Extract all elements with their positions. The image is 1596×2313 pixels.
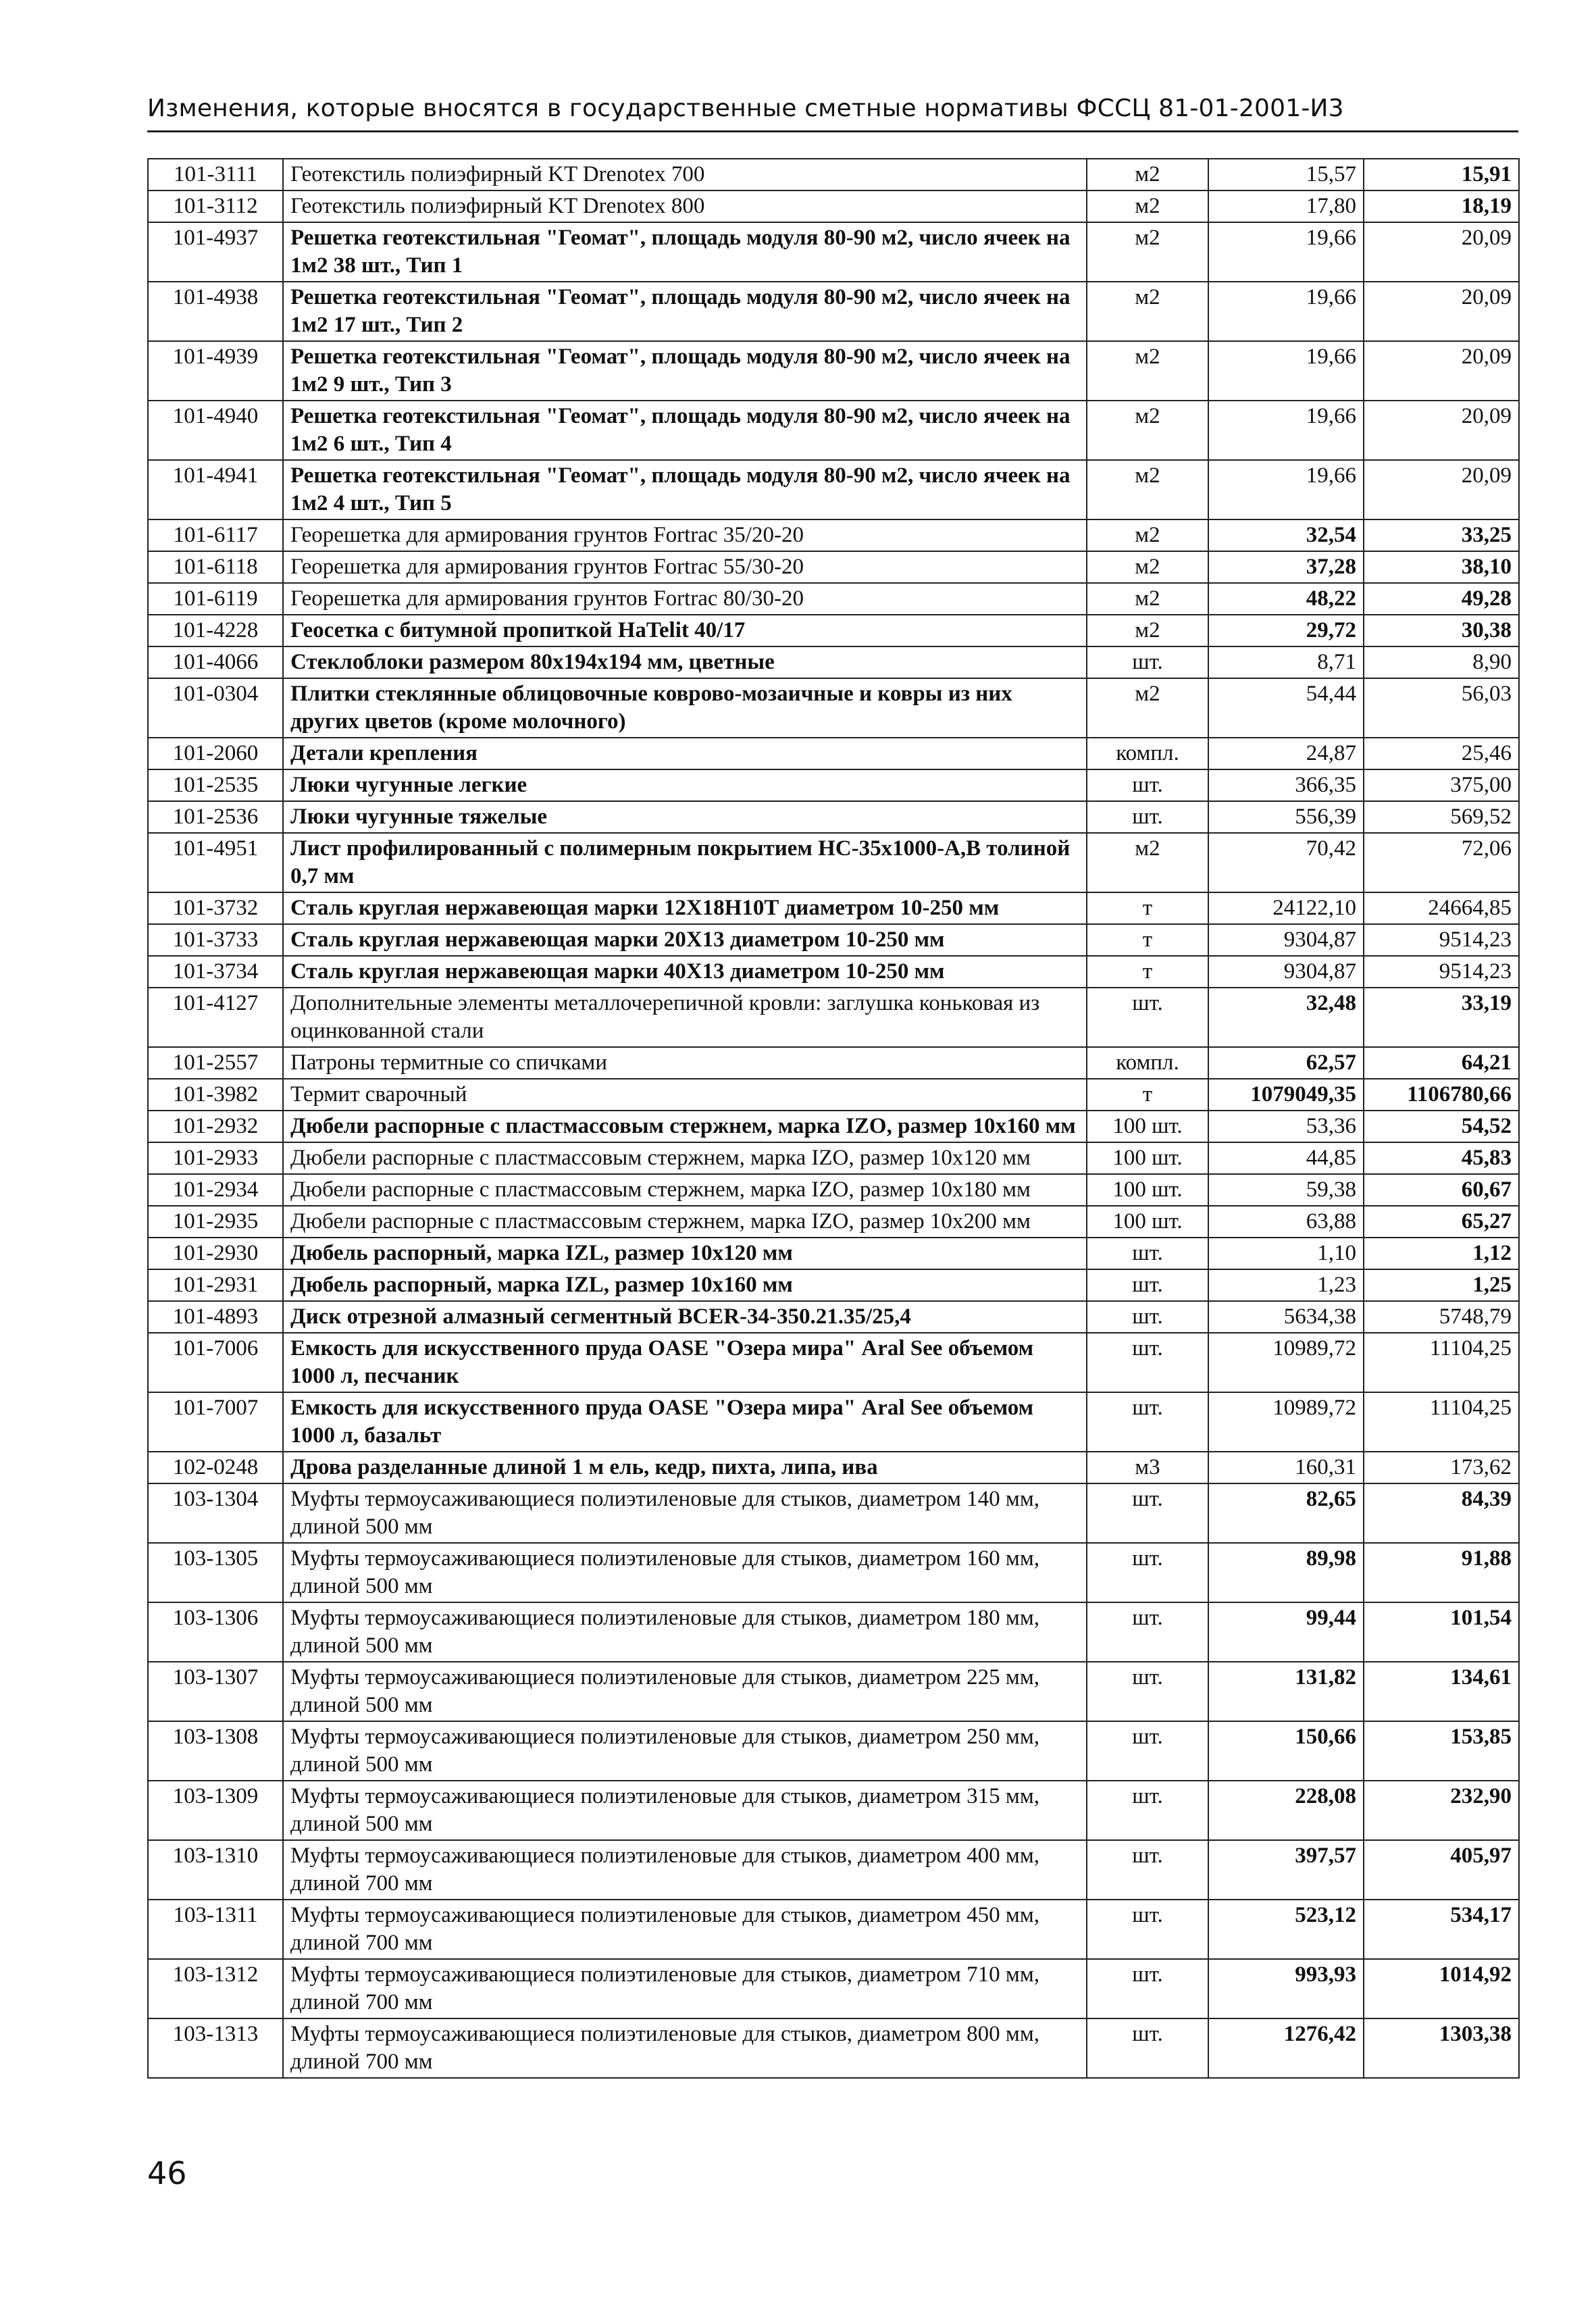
- name-cell: Муфты термоусаживающиеся полиэтиленовые для стыков, диаметром 315 мм, длиной 500 мм: [283, 1781, 1087, 1840]
- unit-cell: м2: [1087, 282, 1208, 341]
- unit-cell: 100 шт.: [1087, 1174, 1208, 1206]
- name-cell: Дюбель распорный, марка IZL, размер 10х160 мм: [283, 1269, 1087, 1301]
- value-1-cell: 1,23: [1208, 1269, 1364, 1301]
- value-2-cell: 232,90: [1364, 1781, 1519, 1840]
- table-row: [148, 956, 1519, 988]
- value-1-cell: 15,57: [1208, 159, 1364, 190]
- name-cell: Муфты термоусаживающиеся полиэтиленовые для стыков, диаметром 710 мм, длиной 700 мм: [283, 1959, 1087, 2018]
- code-cell: 101-4893: [148, 1301, 283, 1333]
- unit-cell: м2: [1087, 833, 1208, 892]
- name-cell: Решетка геотекстильная "Геомат", площадь модуля 80-90 м2, число ячеек на 1м2 17 шт., Тип 2: [283, 282, 1087, 341]
- table-row: [148, 1079, 1519, 1111]
- name-cell: Муфты термоусаживающиеся полиэтиленовые для стыков, диаметром 160 мм, длиной 500 мм: [283, 1543, 1087, 1602]
- name-cell: Георешетка для армирования грунтов Fortrac 80/30-20: [283, 583, 1087, 615]
- code-cell: 101-7007: [148, 1392, 283, 1452]
- value-2-cell: 84,39: [1364, 1483, 1519, 1543]
- code-cell: 103-1312: [148, 1959, 283, 2018]
- unit-cell: компл.: [1087, 1047, 1208, 1079]
- value-2-cell: 25,46: [1364, 738, 1519, 769]
- name-cell: Муфты термоусаживающиеся полиэтиленовые для стыков, диаметром 250 мм, длиной 500 мм: [283, 1721, 1087, 1781]
- name-cell: Муфты термоусаживающиеся полиэтиленовые для стыков, диаметром 140 мм, длиной 500 мм: [283, 1483, 1087, 1543]
- code-cell: 101-4941: [148, 460, 283, 519]
- value-1-cell: 160,31: [1208, 1452, 1364, 1483]
- value-1-cell: 19,66: [1208, 282, 1364, 341]
- unit-cell: т: [1087, 924, 1208, 956]
- code-cell: 103-1308: [148, 1721, 283, 1781]
- code-cell: 103-1305: [148, 1543, 283, 1602]
- value-2-cell: 375,00: [1364, 769, 1519, 801]
- table-row: [148, 1781, 1519, 1840]
- value-2-cell: 72,06: [1364, 833, 1519, 892]
- value-2-cell: 8,90: [1364, 646, 1519, 678]
- value-2-cell: 54,52: [1364, 1111, 1519, 1142]
- name-cell: Термит сварочный: [283, 1079, 1087, 1111]
- table-row: [148, 892, 1519, 924]
- name-cell: Дюбели распорные с пластмассовым стержнем, марка IZO, размер 10х120 мм: [283, 1142, 1087, 1174]
- value-2-cell: 11104,25: [1364, 1333, 1519, 1392]
- unit-cell: шт.: [1087, 1301, 1208, 1333]
- value-2-cell: 20,09: [1364, 222, 1519, 282]
- code-cell: 103-1306: [148, 1602, 283, 1662]
- value-2-cell: 153,85: [1364, 1721, 1519, 1781]
- table-row: [148, 1333, 1519, 1392]
- value-1-cell: 1276,42: [1208, 2018, 1364, 2078]
- table-row: [148, 738, 1519, 769]
- unit-cell: м2: [1087, 519, 1208, 551]
- table-row: [148, 1047, 1519, 1079]
- table-row: [148, 1900, 1519, 1959]
- value-2-cell: 9514,23: [1364, 924, 1519, 956]
- unit-cell: м2: [1087, 401, 1208, 460]
- code-cell: 101-2535: [148, 769, 283, 801]
- code-cell: 101-6118: [148, 551, 283, 583]
- value-2-cell: 1106780,66: [1364, 1079, 1519, 1111]
- value-1-cell: 131,82: [1208, 1662, 1364, 1721]
- code-cell: 103-1311: [148, 1900, 283, 1959]
- code-cell: 103-1304: [148, 1483, 283, 1543]
- name-cell: Сталь круглая нержавеющая марки 20Х13 диаметром 10-250 мм: [283, 924, 1087, 956]
- value-2-cell: 11104,25: [1364, 1392, 1519, 1452]
- table-row: [148, 1142, 1519, 1174]
- value-2-cell: 5748,79: [1364, 1301, 1519, 1333]
- value-1-cell: 366,35: [1208, 769, 1364, 801]
- name-cell: Люки чугунные легкие: [283, 769, 1087, 801]
- value-2-cell: 405,97: [1364, 1840, 1519, 1900]
- code-cell: 101-7006: [148, 1333, 283, 1392]
- value-1-cell: 62,57: [1208, 1047, 1364, 1079]
- value-1-cell: 89,98: [1208, 1543, 1364, 1602]
- value-2-cell: 49,28: [1364, 583, 1519, 615]
- name-cell: Дрова разделанные длиной 1 м ель, кедр, пихта, липа, ива: [283, 1452, 1087, 1483]
- table-row: [148, 1452, 1519, 1483]
- page-header: Изменения, которые вносятся в государственные сметные нормативы ФССЦ 81-01-2001-И3: [147, 95, 1518, 132]
- unit-cell: шт.: [1087, 1543, 1208, 1602]
- unit-cell: компл.: [1087, 738, 1208, 769]
- price-table-body: [148, 159, 1519, 2078]
- value-1-cell: 19,66: [1208, 460, 1364, 519]
- value-1-cell: 24122,10: [1208, 892, 1364, 924]
- unit-cell: шт.: [1087, 1840, 1208, 1900]
- name-cell: Решетка геотекстильная "Геомат", площадь модуля 80-90 м2, число ячеек на 1м2 6 шт., Тип 4: [283, 401, 1087, 460]
- name-cell: Плитки стеклянные облицовочные коврово-мозаичные и ковры из них других цветов (кроме молочного): [283, 678, 1087, 738]
- value-1-cell: 32,54: [1208, 519, 1364, 551]
- table-row: [148, 833, 1519, 892]
- value-2-cell: 45,83: [1364, 1142, 1519, 1174]
- value-1-cell: 150,66: [1208, 1721, 1364, 1781]
- table-row: [148, 2018, 1519, 2078]
- unit-cell: шт.: [1087, 1781, 1208, 1840]
- table-row: [148, 1269, 1519, 1301]
- value-1-cell: 1079049,35: [1208, 1079, 1364, 1111]
- value-1-cell: 82,65: [1208, 1483, 1364, 1543]
- unit-cell: м2: [1087, 190, 1208, 222]
- table-row: [148, 1206, 1519, 1238]
- code-cell: 101-2932: [148, 1111, 283, 1142]
- code-cell: 101-4228: [148, 615, 283, 646]
- code-cell: 101-2934: [148, 1174, 283, 1206]
- name-cell: Стеклоблоки размером 80х194х194 мм, цветные: [283, 646, 1087, 678]
- name-cell: Дюбель распорный, марка IZL, размер 10х120 мм: [283, 1238, 1087, 1269]
- code-cell: 103-1307: [148, 1662, 283, 1721]
- table-row: [148, 282, 1519, 341]
- code-cell: 101-4127: [148, 988, 283, 1047]
- table-row: [148, 1301, 1519, 1333]
- table-row: [148, 801, 1519, 833]
- table-row: [148, 583, 1519, 615]
- name-cell: Решетка геотекстильная "Геомат", площадь модуля 80-90 м2, число ячеек на 1м2 38 шт., Тип 1: [283, 222, 1087, 282]
- value-2-cell: 9514,23: [1364, 956, 1519, 988]
- name-cell: Дополнительные элементы металлочерепичной кровли: заглушка коньковая из оцинкованной стали: [283, 988, 1087, 1047]
- code-cell: 101-4939: [148, 341, 283, 401]
- name-cell: Диск отрезной алмазный сегментный BCER-34-350.21.35/25,4: [283, 1301, 1087, 1333]
- value-1-cell: 228,08: [1208, 1781, 1364, 1840]
- value-2-cell: 173,62: [1364, 1452, 1519, 1483]
- unit-cell: м2: [1087, 460, 1208, 519]
- name-cell: Геотекстиль полиэфирный KT Drenotex 800: [283, 190, 1087, 222]
- table-row: [148, 1840, 1519, 1900]
- table-row: [148, 1174, 1519, 1206]
- name-cell: Люки чугунные тяжелые: [283, 801, 1087, 833]
- value-2-cell: 1,12: [1364, 1238, 1519, 1269]
- unit-cell: шт.: [1087, 646, 1208, 678]
- value-1-cell: 70,42: [1208, 833, 1364, 892]
- unit-cell: шт.: [1087, 801, 1208, 833]
- unit-cell: шт.: [1087, 2018, 1208, 2078]
- name-cell: Сталь круглая нержавеющая марки 12Х18Н10Т диаметром 10-250 мм: [283, 892, 1087, 924]
- unit-cell: 100 шт.: [1087, 1111, 1208, 1142]
- name-cell: Дюбели распорные с пластмассовым стержнем, марка IZO, размер 10х180 мм: [283, 1174, 1087, 1206]
- value-1-cell: 9304,87: [1208, 956, 1364, 988]
- name-cell: Геосетка с битумной пропиткой HaTelit 40/17: [283, 615, 1087, 646]
- unit-cell: м2: [1087, 551, 1208, 583]
- unit-cell: шт.: [1087, 1333, 1208, 1392]
- table-row: [148, 1483, 1519, 1543]
- value-1-cell: 10989,72: [1208, 1333, 1364, 1392]
- code-cell: 101-3733: [148, 924, 283, 956]
- code-cell: 101-4940: [148, 401, 283, 460]
- name-cell: Лист профилированный с полимерным покрытием НС-35х1000-А,В толиной 0,7 мм: [283, 833, 1087, 892]
- code-cell: 103-1313: [148, 2018, 283, 2078]
- unit-cell: шт.: [1087, 769, 1208, 801]
- value-1-cell: 44,85: [1208, 1142, 1364, 1174]
- value-1-cell: 59,38: [1208, 1174, 1364, 1206]
- value-2-cell: 24664,85: [1364, 892, 1519, 924]
- value-2-cell: 64,21: [1364, 1047, 1519, 1079]
- unit-cell: т: [1087, 956, 1208, 988]
- unit-cell: 100 шт.: [1087, 1206, 1208, 1238]
- code-cell: 101-4066: [148, 646, 283, 678]
- code-cell: 101-4938: [148, 282, 283, 341]
- code-cell: 101-3982: [148, 1079, 283, 1111]
- value-1-cell: 993,93: [1208, 1959, 1364, 2018]
- table-row: [148, 678, 1519, 738]
- code-cell: 102-0248: [148, 1452, 283, 1483]
- value-2-cell: 20,09: [1364, 460, 1519, 519]
- name-cell: Патроны термитные со спичками: [283, 1047, 1087, 1079]
- value-2-cell: 65,27: [1364, 1206, 1519, 1238]
- value-2-cell: 534,17: [1364, 1900, 1519, 1959]
- table-row: [148, 1662, 1519, 1721]
- unit-cell: шт.: [1087, 1721, 1208, 1781]
- value-2-cell: 20,09: [1364, 341, 1519, 401]
- table-row: [148, 551, 1519, 583]
- code-cell: 101-2930: [148, 1238, 283, 1269]
- table-row: [148, 222, 1519, 282]
- value-2-cell: 134,61: [1364, 1662, 1519, 1721]
- unit-cell: т: [1087, 1079, 1208, 1111]
- name-cell: Муфты термоусаживающиеся полиэтиленовые для стыков, диаметром 450 мм, длиной 700 мм: [283, 1900, 1087, 1959]
- code-cell: 101-6117: [148, 519, 283, 551]
- name-cell: Емкость для искусственного пруда OASE "Озера мира" Aral See объемом 1000 л, песчаник: [283, 1333, 1087, 1392]
- code-cell: 101-2557: [148, 1047, 283, 1079]
- value-1-cell: 1,10: [1208, 1238, 1364, 1269]
- value-2-cell: 1303,38: [1364, 2018, 1519, 2078]
- value-1-cell: 523,12: [1208, 1900, 1364, 1959]
- table-row: [148, 988, 1519, 1047]
- page-number: 46: [147, 2155, 187, 2191]
- value-2-cell: 569,52: [1364, 801, 1519, 833]
- table-row: [148, 1392, 1519, 1452]
- value-1-cell: 8,71: [1208, 646, 1364, 678]
- value-1-cell: 10989,72: [1208, 1392, 1364, 1452]
- unit-cell: шт.: [1087, 1662, 1208, 1721]
- table-row: [148, 1543, 1519, 1602]
- value-2-cell: 30,38: [1364, 615, 1519, 646]
- value-1-cell: 9304,87: [1208, 924, 1364, 956]
- name-cell: Георешетка для армирования грунтов Fortrac 35/20-20: [283, 519, 1087, 551]
- unit-cell: м2: [1087, 678, 1208, 738]
- unit-cell: м2: [1087, 615, 1208, 646]
- code-cell: 103-1310: [148, 1840, 283, 1900]
- unit-cell: м2: [1087, 222, 1208, 282]
- table-row: [148, 159, 1519, 190]
- name-cell: Геотекстиль полиэфирный KT Drenotex 700: [283, 159, 1087, 190]
- unit-cell: м3: [1087, 1452, 1208, 1483]
- code-cell: 101-0304: [148, 678, 283, 738]
- name-cell: Дюбели распорные с пластмассовым стержнем, марка IZO, размер 10х160 мм: [283, 1111, 1087, 1142]
- name-cell: Емкость для искусственного пруда OASE "Озера мира" Aral See объемом 1000 л, базальт: [283, 1392, 1087, 1452]
- unit-cell: м2: [1087, 159, 1208, 190]
- code-cell: 101-3112: [148, 190, 283, 222]
- table-row: [148, 646, 1519, 678]
- value-1-cell: 556,39: [1208, 801, 1364, 833]
- code-cell: 103-1309: [148, 1781, 283, 1840]
- table-row: [148, 1238, 1519, 1269]
- code-cell: 101-3111: [148, 159, 283, 190]
- value-2-cell: 18,19: [1364, 190, 1519, 222]
- table-row: [148, 1721, 1519, 1781]
- unit-cell: шт.: [1087, 1238, 1208, 1269]
- value-2-cell: 1014,92: [1364, 1959, 1519, 2018]
- value-1-cell: 54,44: [1208, 678, 1364, 738]
- unit-cell: м2: [1087, 583, 1208, 615]
- table-row: [148, 1111, 1519, 1142]
- name-cell: Муфты термоусаживающиеся полиэтиленовые для стыков, диаметром 225 мм, длиной 500 мм: [283, 1662, 1087, 1721]
- value-1-cell: 48,22: [1208, 583, 1364, 615]
- value-2-cell: 38,10: [1364, 551, 1519, 583]
- unit-cell: шт.: [1087, 1392, 1208, 1452]
- value-1-cell: 99,44: [1208, 1602, 1364, 1662]
- name-cell: Муфты термоусаживающиеся полиэтиленовые для стыков, диаметром 400 мм, длиной 700 мм: [283, 1840, 1087, 1900]
- name-cell: Детали крепления: [283, 738, 1087, 769]
- value-1-cell: 19,66: [1208, 401, 1364, 460]
- name-cell: Решетка геотекстильная "Геомат", площадь модуля 80-90 м2, число ячеек на 1м2 4 шт., Тип 5: [283, 460, 1087, 519]
- table-row: [148, 401, 1519, 460]
- unit-cell: шт.: [1087, 1959, 1208, 2018]
- table-row: [148, 615, 1519, 646]
- table-row: [148, 341, 1519, 401]
- value-2-cell: 91,88: [1364, 1543, 1519, 1602]
- table-row: [148, 924, 1519, 956]
- unit-cell: шт.: [1087, 1602, 1208, 1662]
- code-cell: 101-2931: [148, 1269, 283, 1301]
- unit-cell: м2: [1087, 341, 1208, 401]
- unit-cell: 100 шт.: [1087, 1142, 1208, 1174]
- value-2-cell: 33,25: [1364, 519, 1519, 551]
- value-1-cell: 24,87: [1208, 738, 1364, 769]
- value-2-cell: 20,09: [1364, 282, 1519, 341]
- table-row: [148, 519, 1519, 551]
- code-cell: 101-4951: [148, 833, 283, 892]
- name-cell: Георешетка для армирования грунтов Fortrac 55/30-20: [283, 551, 1087, 583]
- value-1-cell: 37,28: [1208, 551, 1364, 583]
- value-2-cell: 20,09: [1364, 401, 1519, 460]
- value-2-cell: 60,67: [1364, 1174, 1519, 1206]
- value-2-cell: 56,03: [1364, 678, 1519, 738]
- value-1-cell: 19,66: [1208, 341, 1364, 401]
- code-cell: 101-2060: [148, 738, 283, 769]
- code-cell: 101-2935: [148, 1206, 283, 1238]
- name-cell: Решетка геотекстильная "Геомат", площадь модуля 80-90 м2, число ячеек на 1м2 9 шт., Тип 3: [283, 341, 1087, 401]
- code-cell: 101-2933: [148, 1142, 283, 1174]
- name-cell: Муфты термоусаживающиеся полиэтиленовые для стыков, диаметром 180 мм, длиной 500 мм: [283, 1602, 1087, 1662]
- name-cell: Муфты термоусаживающиеся полиэтиленовые для стыков, диаметром 800 мм, длиной 700 мм: [283, 2018, 1087, 2078]
- value-2-cell: 101,54: [1364, 1602, 1519, 1662]
- value-1-cell: 53,36: [1208, 1111, 1364, 1142]
- unit-cell: шт.: [1087, 1900, 1208, 1959]
- name-cell: Дюбели распорные с пластмассовым стержнем, марка IZO, размер 10х200 мм: [283, 1206, 1087, 1238]
- value-1-cell: 5634,38: [1208, 1301, 1364, 1333]
- code-cell: 101-6119: [148, 583, 283, 615]
- name-cell: Сталь круглая нержавеющая марки 40Х13 диаметром 10-250 мм: [283, 956, 1087, 988]
- table-row: [148, 1602, 1519, 1662]
- value-2-cell: 15,91: [1364, 159, 1519, 190]
- value-2-cell: 1,25: [1364, 1269, 1519, 1301]
- code-cell: 101-3732: [148, 892, 283, 924]
- table-row: [148, 190, 1519, 222]
- table-row: [148, 460, 1519, 519]
- table-row: [148, 769, 1519, 801]
- value-1-cell: 32,48: [1208, 988, 1364, 1047]
- unit-cell: шт.: [1087, 1483, 1208, 1543]
- table-row: [148, 1959, 1519, 2018]
- value-1-cell: 17,80: [1208, 190, 1364, 222]
- code-cell: 101-4937: [148, 222, 283, 282]
- value-1-cell: 63,88: [1208, 1206, 1364, 1238]
- unit-cell: т: [1087, 892, 1208, 924]
- unit-cell: шт.: [1087, 1269, 1208, 1301]
- code-cell: 101-3734: [148, 956, 283, 988]
- unit-cell: шт.: [1087, 988, 1208, 1047]
- value-1-cell: 29,72: [1208, 615, 1364, 646]
- value-1-cell: 397,57: [1208, 1840, 1364, 1900]
- value-1-cell: 19,66: [1208, 222, 1364, 282]
- value-2-cell: 33,19: [1364, 988, 1519, 1047]
- price-table: [147, 158, 1520, 2079]
- code-cell: 101-2536: [148, 801, 283, 833]
